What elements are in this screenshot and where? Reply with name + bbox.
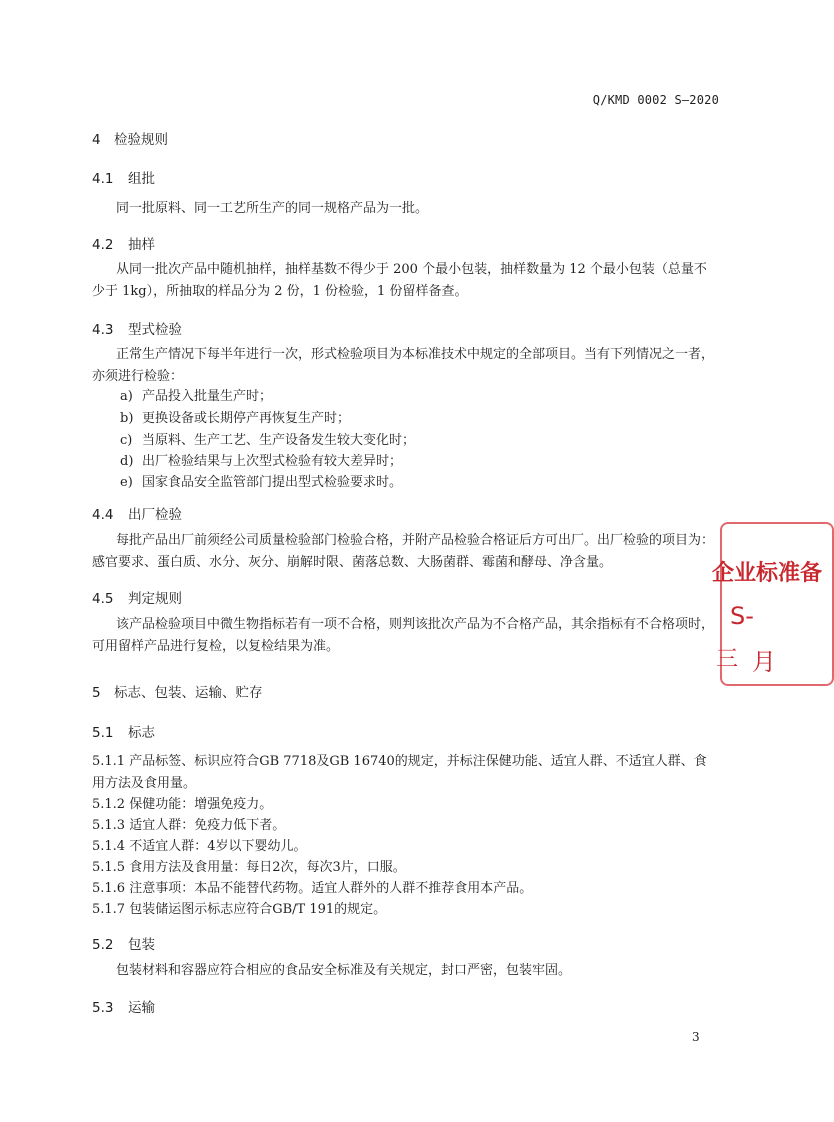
section-4-5-heading: [92, 587, 182, 607]
filing-stamp: [712, 518, 823, 693]
section-title: 组批: [128, 171, 155, 187]
list-item: [120, 451, 402, 473]
list-text: 国家食品安全监管部门提出型式检验要求时。: [142, 475, 403, 490]
section-title: 标志: [128, 725, 155, 741]
section-number: 5.1: [92, 725, 114, 741]
section-4-1-heading: [92, 167, 155, 187]
clause-5-1-1: 5.1.1 产品标签、标识应符合GB 7718及GB 16740的规定，并标注保健功能、适宜人群、不适宜人群、食用方法及食用量。: [92, 754, 707, 791]
section-5-2-text: 包装材料和容器应符合相应的食品安全标准及有关规定，封口严密，包装牢固。: [116, 963, 572, 978]
section-number: 5.3: [92, 1000, 114, 1016]
list-marker: d): [120, 454, 134, 469]
clause-5-1-4: 5.1.4 不适宜人群：4岁以下婴幼儿。: [92, 839, 307, 854]
section-4-3-text: 正常生产情况下每半年进行一次，形式检验项目为本标准技术中规定的全部项目。当有下列情况之一者，亦须进行检验：: [92, 347, 715, 384]
list-marker: c): [120, 433, 133, 448]
section-5-3-heading: [92, 996, 155, 1016]
stamp-line-4: 三: [716, 647, 739, 672]
stamp-line-1: 企业标准备: [712, 561, 823, 586]
section-title: 标志、包装、运输、贮存: [114, 685, 263, 701]
section-4-2-heading: [92, 233, 155, 253]
list-item: [120, 386, 272, 408]
section-5-2-heading: [92, 933, 155, 953]
list-item: [120, 472, 402, 494]
section-4-4-text: 每批产品出厂前须经公司质量检验部门检验合格，并附产品检验合格证后方可出厂。出厂检验的项目为：感官要求、蛋白质、水分、灰分、崩解时限、菌落总数、大肠菌群、霉菌和酵母、净含量。: [92, 533, 715, 570]
section-4-4-heading: [92, 503, 182, 523]
section-4-5-text: 该产品检验项目中微生物指标若有一项不合格，则判该批次产品为不合格产品，其余指标有不合格项时，可用留样产品进行复检，以复检结果为准。: [92, 617, 715, 654]
section-title: 型式检验: [128, 322, 182, 338]
list-text: 出厂检验结果与上次型式检验有较大差异时；: [142, 454, 403, 469]
section-title: 抽样: [128, 237, 155, 253]
list-marker: b): [120, 411, 134, 426]
section-4-2-text: 从同一批次产品中随机抽样，抽样基数不得少于 200 个最小包装，抽样数量为 12 个最小包装（总量不少于 1kg），所抽取的样品分为 2 份，1 份检验，1 份留样备查。: [92, 262, 707, 299]
section-number: 4: [92, 132, 101, 148]
list-marker: e): [120, 475, 133, 490]
section-number: 5: [92, 685, 101, 701]
list-text: 产品投入批量生产时；: [142, 389, 273, 404]
stamp-line-2: S-: [730, 602, 754, 630]
list-text: 当原料、生产工艺、生产设备发生较大变化时；: [142, 433, 416, 448]
section-number: 4.5: [92, 591, 114, 607]
section-5-1-heading: [92, 721, 155, 741]
section-number: 5.2: [92, 937, 114, 953]
list-marker: a): [120, 389, 133, 404]
list-text: 更换设备或长期停产再恢复生产时；: [142, 411, 351, 426]
section-5-heading: [92, 681, 263, 701]
section-number: 4.1: [92, 171, 114, 187]
section-4-heading: [92, 128, 168, 148]
section-title: 检验规则: [114, 132, 168, 148]
clause-5-1-6: 5.1.6 注意事项：本品不能替代药物。适宜人群外的人群不推荐食用本产品。: [92, 881, 533, 896]
page-number: 3: [692, 1030, 700, 1044]
stamp-line-3: 月: [752, 648, 776, 676]
section-number: 4.2: [92, 237, 114, 253]
clause-5-1-3: 5.1.3 适宜人群：免疫力低下者。: [92, 818, 286, 833]
section-4-1-text: 同一批原料、同一工艺所生产的同一规格产品为一批。: [116, 201, 429, 216]
list-item: [120, 430, 415, 452]
section-number: 4.4: [92, 507, 114, 523]
section-title: 出厂检验: [128, 507, 182, 523]
clause-5-1-2: 5.1.2 保健功能：增强免疫力。: [92, 797, 273, 812]
section-number: 4.3: [92, 322, 114, 338]
section-title: 包装: [128, 937, 155, 953]
document-number: Q/KMD 0002 S—2020: [592, 93, 719, 107]
list-item: [120, 408, 350, 430]
section-title: 运输: [128, 1000, 155, 1016]
clause-5-1-5: 5.1.5 食用方法及食用量：每日2次，每次3片，口服。: [92, 860, 406, 875]
clause-5-1-7: 5.1.7 包装储运图示标志应符合GB/T 191的规定。: [92, 902, 387, 917]
section-4-3-heading: [92, 318, 182, 338]
section-title: 判定规则: [128, 591, 182, 607]
